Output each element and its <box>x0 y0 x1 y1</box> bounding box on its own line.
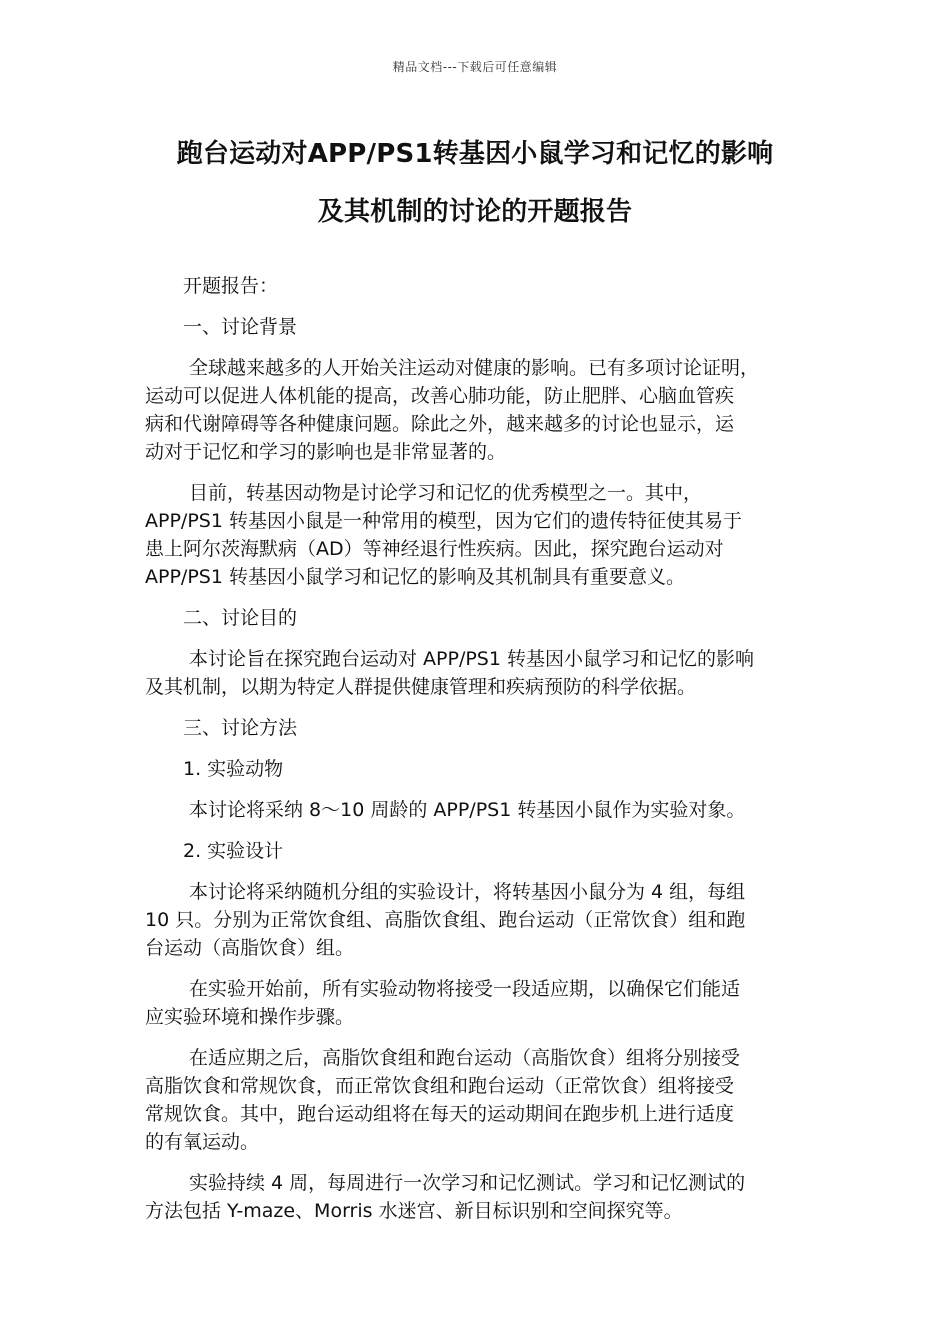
paragraph-line: 目前，转基因动物是讨论学习和记忆的优秀模型之一。其中， <box>189 482 703 504</box>
paragraph-line: 常规饮食。其中，跑台运动组将在每天的运动期间在跑步机上进行适度 <box>145 1103 735 1125</box>
paragraph-line: 及其机制，以期为特定人群提供健康管理和疾病预防的科学依据。 <box>145 676 697 698</box>
paragraph-line: 的有氧运动。 <box>145 1131 260 1153</box>
header-note: 精品文档---下载后可任意编辑 <box>392 60 558 74</box>
document-title-line-1: 跑台运动对APP/PS1转基因小鼠学习和记忆的影响 <box>176 139 774 169</box>
intro-label: 开题报告： <box>183 275 279 297</box>
paragraph-design-1 <box>145 878 805 962</box>
paragraph-line: APP/PS1 转基因小鼠学习和记忆的影响及其机制具有重要意义。 <box>145 566 685 588</box>
paragraph-line: 全球越来越多的人开始关注运动对健康的影响。已有多项讨论证明， <box>189 357 760 379</box>
paragraph-design-2 <box>145 975 805 1031</box>
paragraph-line: 在适应期之后，高脂饮食组和跑台运动（高脂饮食）组将分别接受 <box>189 1047 741 1069</box>
paragraph-background-1 <box>145 354 805 466</box>
paragraph-line: 本讨论将采纳随机分组的实验设计，将转基因小鼠分为 4 组，每组 <box>189 881 746 903</box>
paragraph-line: APP/PS1 转基因小鼠是一种常用的模型，因为它们的遗传特征使其易于 <box>145 510 742 532</box>
paragraph-purpose <box>145 645 805 701</box>
paragraph-line: 10 只。分别为正常饮食组、高脂饮食组、跑台运动（正常饮食）组和跑 <box>145 909 746 931</box>
paragraph-line: 实验持续 4 周，每周进行一次学习和记忆测试。学习和记忆测试的 <box>189 1172 746 1194</box>
paragraph-line: 动对于记忆和学习的影响也是非常显著的。 <box>145 441 507 463</box>
paragraph-animals <box>145 796 805 824</box>
paragraph-design-3 <box>145 1044 805 1156</box>
subsection-heading-design: 2. 实验设计 <box>183 840 284 862</box>
document-title-line-2: 及其机制的讨论的开题报告 <box>317 197 633 227</box>
paragraph-line: 台运动（高脂饮食）组。 <box>145 937 355 959</box>
section-heading-purpose: 二、讨论目的 <box>183 607 298 629</box>
paragraph-line: 本讨论将采纳 8～10 周龄的 APP/PS1 转基因小鼠作为实验对象。 <box>189 799 746 821</box>
paragraph-line: 方法包括 Y-maze、Morris 水迷宫、新目标识别和空间探究等。 <box>145 1200 683 1222</box>
paragraph-background-2 <box>145 479 805 591</box>
paragraph-line: 本讨论旨在探究跑台运动对 APP/PS1 转基因小鼠学习和记忆的影响 <box>189 648 755 670</box>
paragraph-line: 在实验开始前，所有实验动物将接受一段适应期，以确保它们能适 <box>189 978 741 1000</box>
paragraph-design-4 <box>145 1169 805 1225</box>
section-heading-background: 一、讨论背景 <box>183 316 298 338</box>
paragraph-line: 应实验环境和操作步骤。 <box>145 1006 355 1028</box>
paragraph-line: 患上阿尔茨海默病（AD）等神经退行性疾病。因此，探究跑台运动对 <box>145 538 724 560</box>
paragraph-line: 高脂饮食和常规饮食，而正常饮食组和跑台运动（正常饮食）组将接受 <box>145 1075 735 1097</box>
paragraph-line: 病和代谢障碍等各种健康问题。除此之外，越来越多的讨论也显示，运 <box>145 413 735 435</box>
subsection-heading-animals: 1. 实验动物 <box>183 758 284 780</box>
document-body <box>145 272 805 1238</box>
section-heading-methods: 三、讨论方法 <box>183 717 298 739</box>
paragraph-line: 运动可以促进人体机能的提高，改善心肺功能，防止肥胖、心脑血管疾 <box>145 385 735 407</box>
